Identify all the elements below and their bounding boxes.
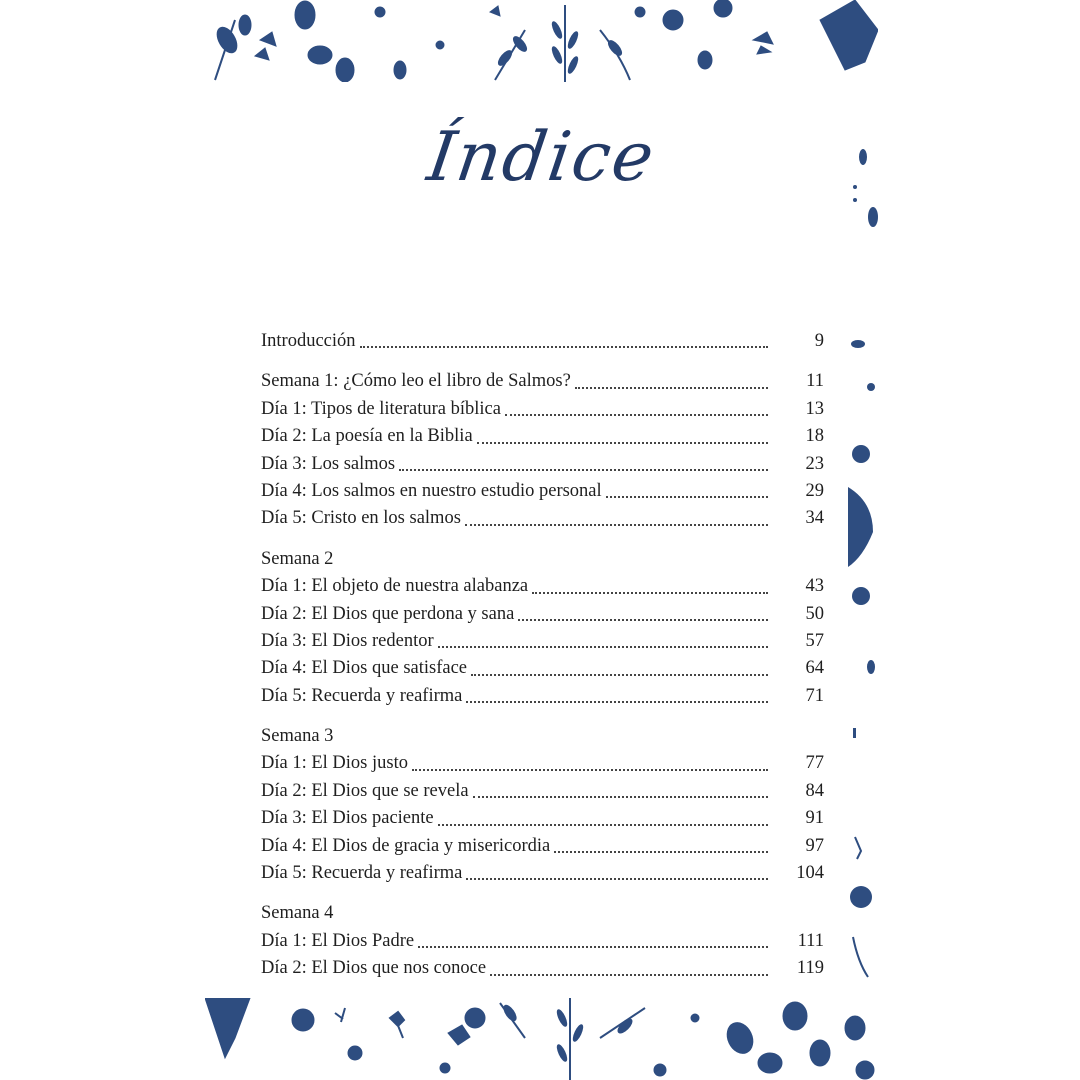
toc-entry-title: Día 2: La poesía en la Biblia — [261, 426, 473, 447]
toc-entry-page-number: 104 — [796, 863, 824, 884]
section-gap — [261, 533, 824, 546]
toc-entry-page-number: 111 — [797, 930, 824, 951]
toc-entry-page-number: 34 — [805, 508, 824, 529]
toc-entry-page-number: 97 — [805, 835, 824, 856]
dot-leader — [505, 414, 768, 416]
toc-entry-title: Día 1: El objeto de nuestra alabanza — [261, 576, 529, 597]
toc-entry — [261, 423, 824, 450]
toc-entry — [261, 328, 824, 355]
bird-icon — [820, 0, 878, 70]
dot-leader — [518, 619, 768, 621]
toc-entry — [261, 573, 824, 600]
section-heading: Semana 4 — [261, 903, 334, 924]
dot-leader — [471, 674, 768, 676]
section-gap — [261, 887, 824, 900]
toc-entry-page-number: 43 — [805, 576, 824, 597]
toc-entry-title: Día 1: Tipos de literatura bíblica — [261, 398, 501, 419]
toc-entry — [261, 505, 824, 532]
toc-entry — [261, 655, 824, 682]
toc-entry — [261, 750, 824, 777]
toc-entry-title: Día 2: El Dios que se revela — [261, 780, 469, 801]
dot-leader — [418, 946, 768, 948]
toc-entry-title: Día 3: El Dios redentor — [261, 630, 434, 651]
section-heading: Semana 3 — [261, 726, 334, 747]
toc-entry-page-number: 64 — [805, 658, 824, 679]
dot-leader — [575, 387, 768, 389]
dot-leader — [466, 878, 768, 880]
toc-entry — [261, 805, 824, 832]
toc-entry-title: Introducción — [261, 330, 356, 351]
toc-entry-title: Día 4: Los salmos en nuestro estudio personal — [261, 480, 602, 501]
toc-entry — [261, 601, 824, 628]
floral-pattern-top — [205, 0, 878, 82]
toc-entry-title: Día 1: El Dios justo — [261, 753, 408, 774]
toc-entry-page-number: 57 — [805, 630, 824, 651]
book-page — [205, 0, 878, 1080]
toc-entry — [261, 451, 824, 478]
flower-icon — [663, 10, 683, 30]
toc-entry — [261, 860, 824, 887]
toc-entry — [261, 628, 824, 655]
dot-leader — [465, 524, 768, 526]
toc-entry-title: Día 1: El Dios Padre — [261, 930, 415, 951]
dot-leader — [477, 442, 768, 444]
section-heading: Semana 2 — [261, 548, 334, 569]
toc-entry-title: Día 5: Cristo en los salmos — [261, 508, 461, 529]
dot-leader — [532, 592, 768, 594]
toc-entry-title: Día 5: Recuerda y reafirma — [261, 863, 463, 884]
dot-leader — [466, 701, 768, 703]
floral-border-right — [843, 82, 878, 998]
toc-entry — [261, 396, 824, 423]
toc-entry-page-number: 29 — [805, 480, 824, 501]
section-gap — [261, 710, 824, 723]
bird-icon — [205, 998, 250, 1058]
toc-entry — [261, 778, 824, 805]
page-title: Índice — [422, 118, 661, 197]
toc-entry-title: Día 2: El Dios que perdona y sana — [261, 603, 515, 624]
floral-border-bottom — [205, 998, 878, 1080]
dot-leader — [360, 346, 768, 348]
toc-entry-page-number: 71 — [805, 685, 824, 706]
toc-entry-page-number: 23 — [805, 453, 824, 474]
flower-icon — [292, 1009, 314, 1031]
butterfly-icon — [255, 32, 276, 60]
butterfly-icon — [753, 32, 773, 54]
toc-entry — [261, 833, 824, 860]
table-of-contents — [261, 328, 824, 983]
floral-pattern-bottom — [205, 998, 878, 1080]
dot-leader — [606, 496, 768, 498]
dot-leader — [473, 796, 768, 798]
dot-leader — [399, 469, 768, 471]
toc-entry-page-number: 11 — [806, 371, 824, 392]
toc-entry — [261, 955, 824, 982]
toc-entry-page-number: 18 — [805, 426, 824, 447]
flower-icon — [852, 445, 870, 463]
toc-entry-title: Día 4: El Dios que satisface — [261, 658, 468, 679]
floral-border-top — [205, 0, 878, 82]
toc-entry-page-number: 84 — [805, 780, 824, 801]
dot-leader — [554, 851, 768, 853]
toc-entry-page-number: 13 — [805, 398, 824, 419]
toc-entry — [261, 478, 824, 505]
toc-entry — [261, 368, 824, 395]
toc-entry-title: Semana 1: ¿Cómo leo el libro de Salmos? — [261, 371, 571, 392]
toc-entry-title: Día 4: El Dios de gracia y misericordia — [261, 835, 551, 856]
butterfly-icon — [448, 1025, 470, 1045]
toc-entry-page-number: 50 — [805, 603, 824, 624]
dot-leader — [490, 974, 768, 976]
toc-entry-title: Día 5: Recuerda y reafirma — [261, 685, 463, 706]
floral-pattern-right — [843, 82, 878, 998]
toc-entry-page-number: 77 — [805, 753, 824, 774]
toc-entry-page-number: 119 — [796, 958, 824, 979]
toc-entry-title: Día 3: Los salmos — [261, 453, 396, 474]
toc-entry — [261, 928, 824, 955]
toc-entry-page-number: 91 — [805, 808, 824, 829]
section-gap — [261, 355, 824, 368]
toc-entry — [261, 683, 824, 710]
toc-entry-title: Día 2: El Dios que nos conoce — [261, 958, 487, 979]
dot-leader — [412, 769, 768, 771]
toc-entry-title: Día 3: El Dios paciente — [261, 808, 434, 829]
dot-leader — [438, 824, 768, 826]
toc-entry-page-number: 9 — [814, 330, 824, 351]
dot-leader — [438, 646, 768, 648]
